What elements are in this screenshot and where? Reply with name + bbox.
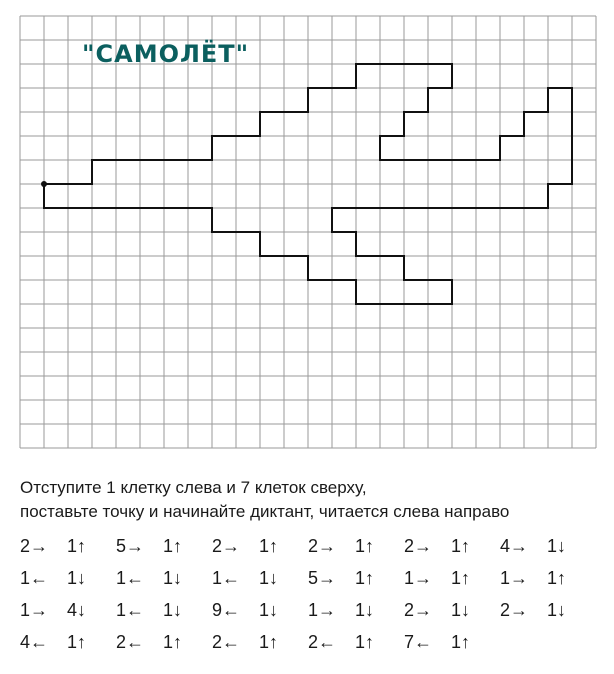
instruction-line-2: поставьте точку и начинайте диктант, читается слева направо	[20, 502, 510, 521]
dictation-step: 2→	[212, 536, 241, 556]
dictation-step: 1→	[500, 568, 529, 588]
dictation-step: 1↑	[67, 536, 87, 556]
dictation-step: 1↑	[355, 568, 375, 588]
dictation-step: 1↑	[355, 632, 375, 652]
dictation-step: 1↑	[451, 568, 471, 588]
dictation-step: 1←	[212, 568, 241, 588]
page-title: "САМОЛЁТ"	[82, 40, 250, 68]
dictation-step: 1↓	[451, 600, 471, 620]
dictation-step: 7←	[404, 632, 433, 652]
dictation-step: 1←	[20, 568, 49, 588]
dictation-step: 2→	[500, 600, 529, 620]
dictation-step: 1↓	[67, 568, 87, 588]
dictation-step: 4↓	[67, 600, 87, 620]
dictation-step: 1↑	[451, 632, 471, 652]
dictation-step: 2→	[308, 536, 337, 556]
dictation-step: 1↑	[163, 536, 183, 556]
dictation-step: 1↑	[259, 536, 279, 556]
instruction-line-1: Отступите 1 клетку слева и 7 клеток сверху,	[20, 478, 367, 497]
dictation-step: 1←	[116, 568, 145, 588]
dictation-step: 2→	[404, 536, 433, 556]
dictation-step: 1↓	[355, 600, 375, 620]
dictation-step: 4←	[20, 632, 49, 652]
dictation-step: 2←	[212, 632, 241, 652]
dictation-step: 1↓	[259, 568, 279, 588]
dictation-step: 9←	[212, 600, 241, 620]
dictation-step: 1↑	[259, 632, 279, 652]
dictation-step: 1←	[116, 600, 145, 620]
dictation-step: 1↓	[259, 600, 279, 620]
dictation-step: 1↑	[355, 536, 375, 556]
dictation-step: 1↓	[163, 568, 183, 588]
dictation-step: 1→	[20, 600, 49, 620]
dictation-step: 2→	[20, 536, 49, 556]
dictation-step: 2→	[404, 600, 433, 620]
dictation-step: 4→	[500, 536, 529, 556]
dictation-step: 5→	[308, 568, 337, 588]
dictation-step: 1↑	[547, 568, 567, 588]
dictation-step: 1↓	[163, 600, 183, 620]
dictation-step: 1→	[308, 600, 337, 620]
dictation-step: 5→	[116, 536, 145, 556]
dictation-step: 1↓	[547, 536, 567, 556]
dictation-step: 1↓	[547, 600, 567, 620]
dictation-step: 2←	[116, 632, 145, 652]
dictation-step: 1↑	[67, 632, 87, 652]
start-point	[41, 181, 47, 187]
dictation-step: 1↑	[163, 632, 183, 652]
dictation-step: 1↑	[451, 536, 471, 556]
dictation-step: 2←	[308, 632, 337, 652]
dictation-step: 1→	[404, 568, 433, 588]
